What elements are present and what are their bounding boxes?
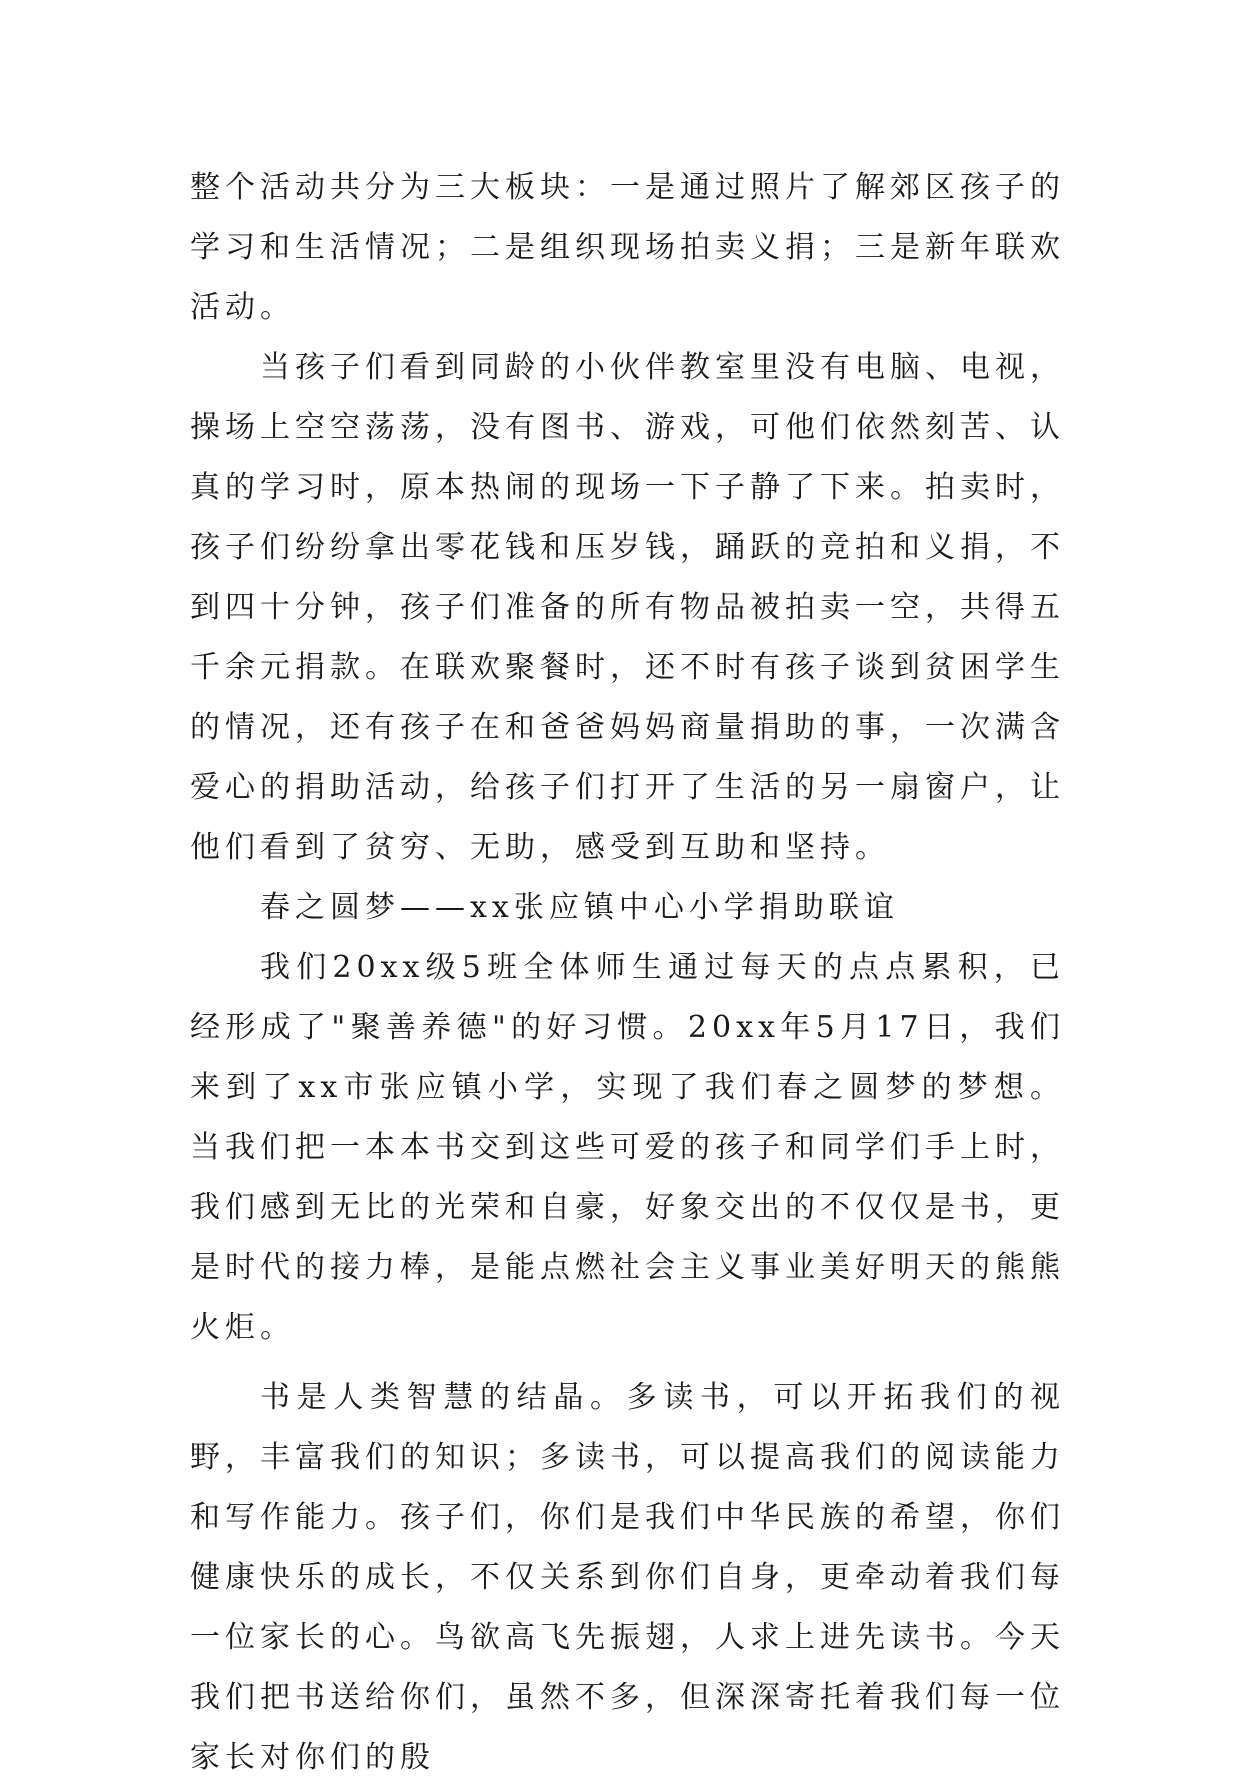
- paragraph-book-donation: 我们20xx级5班全体师生通过每天的点点累积，已经形成了"聚善养德"的好习惯。20xx年5月17日，我们来到了xx市张应镇小学，实现了我们春之圆梦的梦想。当我们把一本本书交到这些可爱的孩子和同学们手上时，我们感到无比的光荣和自豪，好象交出的不仅仅是书，更是时代的接力棒，是能点燃社会主义事业美好明天的熊熊火炬。: [190, 950, 1065, 1345]
- paragraph-reading-value: 书是人类智慧的结晶。多读书，可以开拓我们的视野，丰富我们的知识；多读书，可以提高我们的阅读能力和写作能力。孩子们，你们是我们中华民族的希望，你们健康快乐的成长，不仅关系到你们自身，更牵动着我们每一位家长的心。鸟欲高飞先振翅，人求上进先读书。今天我们把书送给你们，虽然不多，但深深寄托着我们每一位家长对你们的殷: [190, 1380, 1065, 1775]
- paragraph-activity-overview: 整个活动共分为三大板块：一是通过照片了解郊区孩子的学习和生活情况；二是组织现场拍卖义捐；三是新年联欢活动。: [190, 170, 1065, 325]
- paragraph-children-reaction: 当孩子们看到同龄的小伙伴教室里没有电脑、电视，操场上空空荡荡，没有图书、游戏，可他们依然刻苦、认真的学习时，原本热闹的现场一下子静了下来。拍卖时，孩子们纷纷拿出零花钱和压岁钱，踊跃的竞拍和义捐，不到四十分钟，孩子们准备的所有物品被拍卖一空，共得五千余元捐款。在联欢聚餐时，还不时有孩子谈到贫困学生的情况，还有孩子在和爸爸妈妈商量捐助的事，一次满含爱心的捐助活动，给孩子们打开了生活的另一扇窗户，让他们看到了贫穷、无助，感受到互助和坚持。: [190, 350, 1065, 865]
- section-heading: 春之圆梦——xx张应镇中心小学捐助联谊: [260, 890, 899, 925]
- document-body: [190, 158, 1065, 1788]
